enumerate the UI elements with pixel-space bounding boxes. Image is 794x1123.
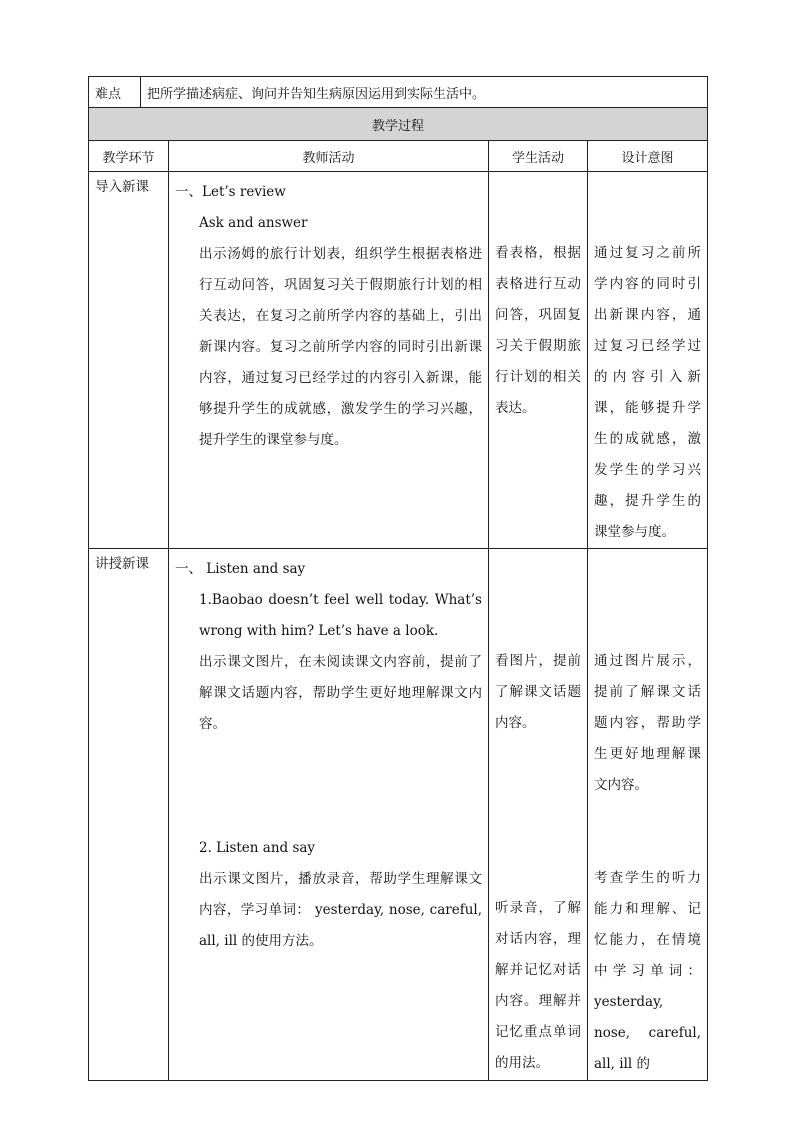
activity-subheading: 2. Listen and say bbox=[199, 840, 316, 856]
design-intent-cell bbox=[588, 549, 708, 1081]
student-activity-cell bbox=[489, 172, 588, 549]
design-intent-text: 通过图片展示，提前了解课文话题内容，帮助学生更好地理解课文内容。 bbox=[594, 653, 702, 793]
stage-cell: 导入新课 bbox=[89, 172, 169, 549]
difficulty-row bbox=[89, 77, 708, 108]
column-header-teacher: 教师活动 bbox=[169, 141, 489, 172]
column-header-intent: 设计意图 bbox=[588, 141, 708, 172]
section-heading: 一、Let’s review bbox=[175, 184, 286, 200]
student-activity-text: 听录音，了解对话内容，理解并记忆对话内容。理解并记忆重点单词的用法。 bbox=[495, 900, 581, 1071]
difficulty-text: 把所学描述病症、询问并告知生病原因运用到实际生活中。 bbox=[141, 77, 708, 108]
lesson-plan-table bbox=[88, 76, 708, 1081]
column-header-stage: 教学环节 bbox=[89, 141, 169, 172]
student-activity-text: 看表格，根据表格进行互动问答，巩固复习关于假期旅行计划的相关表达。 bbox=[495, 245, 581, 416]
process-title: 教学过程 bbox=[89, 108, 708, 141]
table-row bbox=[89, 172, 708, 549]
activity-subheading: Ask and answer bbox=[199, 215, 308, 231]
design-intent-cell bbox=[588, 172, 708, 549]
activity-subheading: 1.Baobao doesn’t feel well today. What’s wrong with him? Let’s have a look. bbox=[199, 592, 482, 639]
teacher-activity-cell bbox=[169, 549, 489, 1081]
stage-cell: 讲授新课 bbox=[89, 549, 169, 1081]
design-intent-text: 考查学生的听力能力和理解、记忆能力，在情境中学习单词：yesterday, nose, careful, all, ill 的 bbox=[594, 870, 702, 1072]
design-intent-text: 通过复习之前所学内容的同时引出新课内容，通过复习已经学过的内容引入新课，能够提升学生的成就感，激发学生的学习兴趣，提升学生的课堂参与度。 bbox=[594, 245, 702, 540]
student-activity-text: 看图片，提前了解课文话题内容。 bbox=[495, 653, 581, 731]
section-heading: 一、 Listen and say bbox=[175, 561, 306, 577]
process-banner-row bbox=[89, 108, 708, 141]
column-header-student: 学生活动 bbox=[489, 141, 588, 172]
table-row bbox=[89, 549, 708, 1081]
column-header-row bbox=[89, 141, 708, 172]
teacher-activity-cell bbox=[169, 172, 489, 549]
difficulty-label: 难点 bbox=[89, 77, 141, 108]
activity-description: 出示汤姆的旅行计划表，组织学生根据表格进行互动问答，巩固复习关于假期旅行计划的相关表达，在复习之前所学内容的基础上，引出新课内容。复习之前所学内容的同时引出新课内容，通过复习已经学过的内容引入新课，能够提升学生的成就感，激发学生的学习兴趣，提升学生的课堂参与度。 bbox=[199, 246, 482, 448]
activity-description: 出示课文图片，在未阅读课文内容前，提前了解课文话题内容，帮助学生更好地理解课文内容。 bbox=[199, 654, 482, 732]
activity-description: 出示课文图片，播放录音，帮助学生理解课文内容，学习单词： yesterday, nose, careful, all, ill 的使用方法。 bbox=[199, 871, 482, 949]
student-activity-cell bbox=[489, 549, 588, 1081]
